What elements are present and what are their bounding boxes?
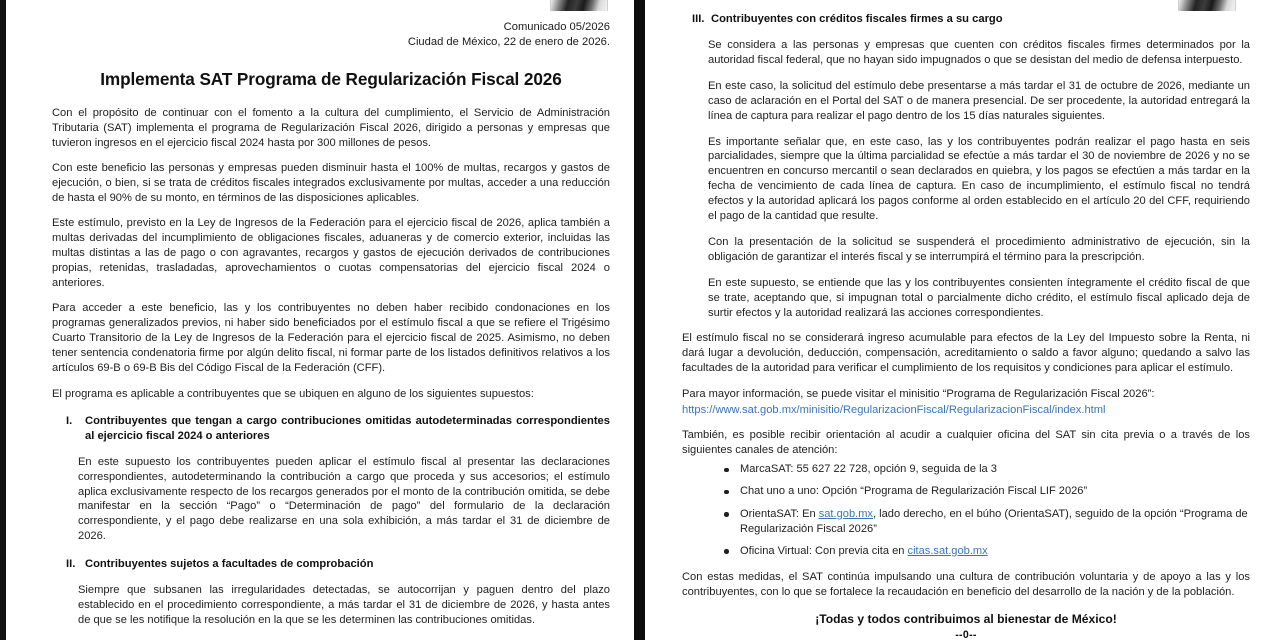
paragraph: En este caso, la solicitud del estímulo debe presentarse a más tardar el 31 de octubre de 2026, mediante un caso de aclaración en el Portal del SAT o de manera presencial. De ser procedente, la autoridad entregará la línea de captura para realizar el pago dentro de los 15 días naturales siguientes.: [708, 79, 1250, 122]
sat-gob-mx-link[interactable]: sat.gob.mx: [818, 507, 873, 520]
section-heading-text: Contribuyentes sujetos a facultades de comprobación: [85, 558, 374, 571]
paragraph: Con la presentación de la solicitud se suspenderá el procedimiento administrativo de ejecución, sin la obligación de garantizar el interés fiscal y se interrumpirá el término para la prescripción.: [708, 236, 1250, 264]
list-item: [724, 484, 1250, 499]
section-body-ii: Siempre que subsanen las irregularidades detectadas, se autocorrijan y paguen dentro del plazo establecido en el procedimiento correspondiente, a más tardar el 31 de diciembre de 2026, y hasta antes de que se les notifique la resolución en la que se les determinen las contribuciones omitidas.: [78, 583, 610, 626]
section-heading-ii: [52, 557, 610, 572]
paragraph: Es importante señalar que, en este caso, las y los contribuyentes podrán realizar el pago hasta en seis parcialidades, siempre que la última parcialidad se efectúe a más tardar el 30 de noviembre de 2026 y no se encuentren en concurso mercantil o sean declarados en quiebra, y los pagos se efectúen a más tardar en la fecha de vencimiento de cada línea de captura. En caso de incumplimiento, el estímulo fiscal no tendrá efectos y la autoridad aplicará los pagos conforme al orden establecido en el artículo 20 del CFF, requiriendo el pago de la cantidad que resulte.: [708, 135, 1250, 223]
dateline: Ciudad de México, 22 de enero de 2026.: [407, 36, 610, 48]
section-heading-iii: [682, 12, 1250, 27]
page-title: Implementa SAT Programa de Regularización Fiscal 2026: [100, 69, 562, 89]
paragraph: En este supuesto, se entiende que las y los contribuyentes consienten íntegramente el crédito fiscal de que se trate, aceptando que, si impugnan total o parcialmente dicho crédito, el estímulo fiscal aplicado deja de surtir efectos y la autoridad realizará las acciones correspondientes.: [708, 277, 1250, 319]
section-heading-text: Contribuyentes con créditos fiscales firmes a su cargo: [711, 13, 1003, 25]
channel-text: Chat uno a uno: Opción “Programa de Regularización Fiscal LIF 2026”: [740, 485, 1088, 498]
paragraph: Se considera a las personas y empresas que cuenten con créditos fiscales firmes determinados por la autoridad fiscal federal, que no hayan sido impugnados o que se desistan del medio de defensa interpuesto.: [708, 38, 1250, 66]
list-item: [724, 462, 1250, 477]
section-numeral: II.: [66, 558, 76, 571]
paragraph: Con el propósito de continuar con el fomento a la cultura del cumplimiento, el Servicio de Administración Tributaria (SAT) implementa el programa de Regularización Fiscal 2026, dirigido a personas y empresas que tuvieron ingresos en el ejercicio fiscal 2024 hasta por 300 millones de pesos.: [52, 107, 610, 149]
sat-header-logo-cropped-icon: [1178, 0, 1236, 11]
attention-channels-list: [682, 462, 1250, 558]
section-body-i: En este supuesto los contribuyentes pueden aplicar el estímulo fiscal al presentar las declaraciones correspondientes, autodeterminando la contribución a cargo que proceda y sus accesorios; el estímulo aplica exclusivamente respecto de los recargos generados por el monto de la contribución omitida, se debe manifestar en la sección “Pago” o “Determinación de pago” del formulario de la declaración correspondiente, y el pago debe realizarse en una sola exhibición, a más tardar el 31 de diciembre de 2026.: [78, 455, 610, 543]
channel-text: OrientaSAT: En: [740, 507, 819, 520]
slogan: ¡Todas y todos contribuimos al bienestar de México!: [815, 612, 1117, 627]
section-heading-i: [52, 414, 610, 443]
section-numeral: I.: [66, 415, 73, 428]
paragraph: Este estímulo, previsto en la Ley de Ingresos de la Federación para el ejercicio fiscal de 2026, aplica también a multas derivadas del incumplimiento de obligaciones fiscales, aduaneras y de comercio exterior, incluidas las multas distintas a las de pago o con agravantes, recargos y gastos de ejecución derivados de contribuciones propias, retenidas, trasladadas, aprovechamientos o cuotas compensatorias del ejercicio fiscal 2024 o anteriores.: [52, 217, 610, 290]
paragraph: El estímulo fiscal no se considerará ingreso acumulable para efectos de la Ley del Impuesto sobre la Renta, ni dará lugar a devolución, deducción, compensación, acreditamiento o saldo a favor alguno; quedando a salvo las facultades de la autoridad para verificar el cumplimiento de los requisitos y condiciones para aplicar el estímulo.: [682, 332, 1250, 375]
more-info-intro: Para mayor información, se puede visitar el minisitio “Programa de Regularización Fiscal 2026”:: [682, 387, 1155, 400]
document-page-2: [634, 0, 1280, 640]
citas-sat-gob-mx-link[interactable]: citas.sat.gob.mx: [907, 544, 988, 557]
channel-text-after: , lado derecho, en el búho (OrientaSAT), seguido de la opción “Programa de Regularización Fiscal 2026”: [740, 507, 1248, 535]
list-item: [724, 544, 1250, 559]
minisite-link[interactable]: https://www.sat.gob.mx/minisitio/RegularizacionFiscal/RegularizacionFiscal/index.html: [682, 404, 1106, 417]
end-mark: --0--: [955, 629, 977, 640]
scan-left-edge: [0, 0, 6, 640]
paragraph: Para acceder a este beneficio, las y los contribuyentes no deben haber recibido condonaciones en los programas generalizados previos, ni haber sido beneficiados por el estímulo fiscal a que se refiere el Trigésimo Cuarto Transitorio de la Ley de Ingresos de la Federación para el ejercicio fiscal de 2025. Asimismo, no deben tener sentencia condenatoria firme por algún delito fiscal, ni formar parte de los listados definitivos relativos a los artículos 69-B o 69-B Bis del Código Fiscal de la Federación (CFF).: [52, 302, 610, 375]
scan-page-gutter: [634, 0, 645, 640]
document-meta: [52, 20, 610, 50]
section-heading-text: Contribuyentes que tengan a cargo contribuciones omitidas autodeterminadas correspondientes al ejercicio fiscal 2024 o anteriores: [85, 415, 610, 442]
section-numeral: III.: [692, 13, 705, 25]
closing-paragraph: Con estas medidas, el SAT continúa impulsando una cultura de contribución voluntaria y de apoyo a las y los contribuyentes, con lo que se fortalece la recaudación en beneficio del desarrollo de la nación y de la población.: [682, 570, 1250, 598]
channel-text: MarcaSAT: 55 627 22 728, opción 9, seguida de la 3: [740, 463, 997, 476]
channel-text: Oficina Virtual: Con previa cita en: [740, 544, 908, 557]
document-page-1: [0, 0, 634, 640]
paragraph: Con este beneficio las personas y empresas pueden disminuir hasta el 100% de multas, recargos y gastos de ejecución, o bien, si se trata de créditos fiscales integrados exclusivamente por multas, acceder a una reducción de hasta el 90% de su monto, en términos de las disposiciones aplicables.: [52, 162, 610, 205]
channels-intro: También, es posible recibir orientación al acudir a cualquier oficina del SAT sin cita previa o a través de los siguientes canales de atención:: [682, 429, 1250, 457]
list-item: [724, 507, 1250, 537]
communique-number: Comunicado 05/2026: [503, 21, 610, 33]
paragraph: El programa es aplicable a contribuyentes que se ubiquen en alguno de los siguientes supuestos:: [52, 387, 534, 400]
sat-header-logo-cropped-icon: [550, 0, 608, 11]
